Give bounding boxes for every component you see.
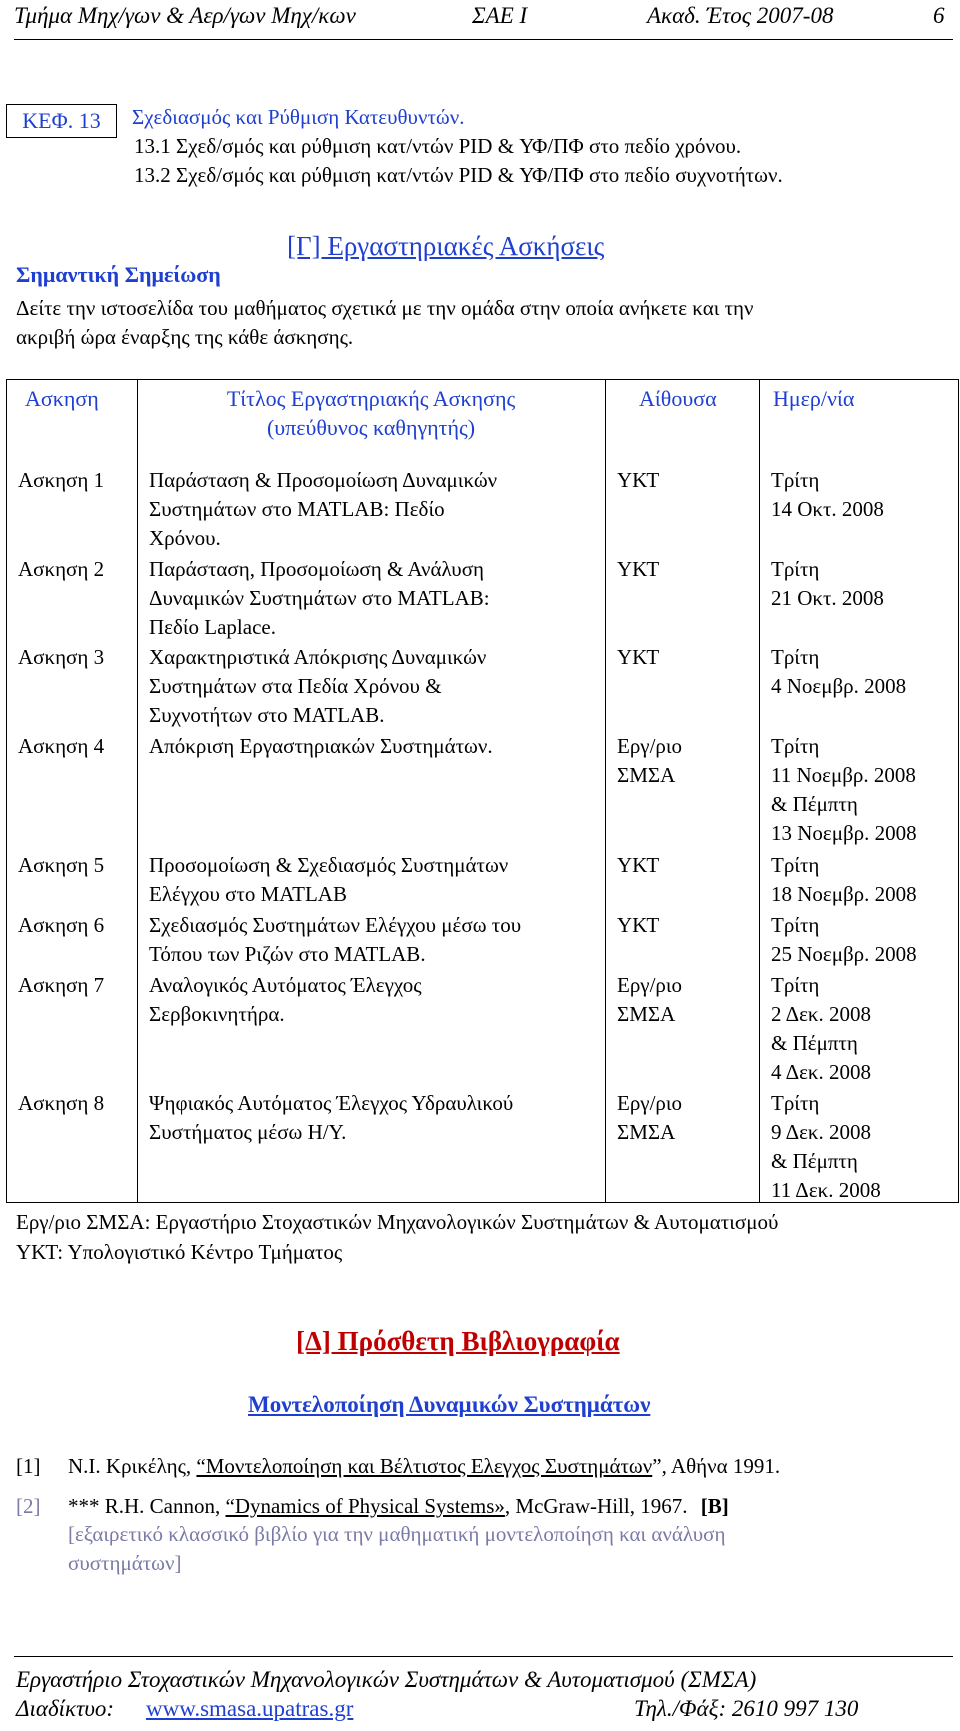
- cell-title: Συστημάτων στα Πεδία Χρόνου &: [149, 674, 442, 698]
- header-rule: [14, 39, 953, 40]
- cell-exercise: Ασκηση 6: [18, 913, 105, 937]
- cell-title: Χαρακτηριστικά Απόκρισης Δυναμικών: [149, 645, 487, 669]
- reference-2-author: *** R.H. Cannon,: [68, 1494, 226, 1518]
- cell-date: Τρίτη: [771, 468, 820, 492]
- cell-title: Συστημάτων στο MATLAB: Πεδίο: [149, 497, 445, 521]
- cell-date: Τρίτη: [771, 645, 820, 669]
- cell-title: Σχεδιασμός Συστημάτων Ελέγχου μέσω του: [149, 913, 522, 937]
- cell-date: Τρίτη: [771, 557, 820, 581]
- cell-room: ΣΜΣΑ: [617, 1002, 676, 1026]
- cell-date: Τρίτη: [771, 973, 820, 997]
- note-ykt: ΥΚΤ: Υπολογιστικό Κέντρο Τμήματος: [16, 1240, 343, 1264]
- cell-date: & Πέμπτη: [771, 792, 858, 816]
- footer-rule: [14, 1656, 953, 1657]
- header-department: Τμήμα Μηχ/γων & Αερ/γων Μηχ/κων: [14, 3, 356, 28]
- cell-room: Εργ/ριο: [617, 973, 683, 997]
- cell-date: Τρίτη: [771, 913, 820, 937]
- cell-room: ΣΜΣΑ: [617, 763, 676, 787]
- bibliography-title: [Δ] Πρόσθετη Βιβλιογραφία: [296, 1326, 620, 1356]
- footer-phone: Τηλ./Φάξ: 2610 997 130: [634, 1696, 859, 1721]
- cell-date: 11 Δεκ. 2008: [771, 1178, 881, 1202]
- footer-lab-name: Εργαστήριο Στοχαστικών Μηχανολογικών Συστημάτων & Αυτοματισμού (ΣΜΣΑ): [16, 1667, 757, 1692]
- note-text-line-2: ακριβή ώρα έναρξης της κάθε άσκησης.: [16, 325, 354, 349]
- footer-web-label: Διαδίκτυο:: [16, 1696, 115, 1721]
- cell-room: ΥΚΤ: [617, 913, 660, 937]
- header-room: Αίθουσα: [639, 386, 717, 411]
- cell-title: Τόπου των Ριζών στο MATLAB.: [149, 942, 426, 966]
- important-note-heading: Σημαντική Σημείωση: [16, 262, 221, 287]
- chapter-subsection-2: 13.2 Σχεδ/σμός και ρύθμιση κατ/ντών PID & ΥΦ/ΠΦ στο πεδίο συχνοτήτων.: [134, 163, 783, 187]
- reference-1-rest: ”, Αθήνα 1991.: [652, 1454, 781, 1478]
- cell-title: Συχνοτήτων στο MATLAB.: [149, 703, 385, 727]
- reference-2-comment-2: συστημάτων]: [68, 1551, 182, 1575]
- cell-title: Πεδίο Laplace.: [149, 615, 276, 639]
- cell-title: Δυναμικών Συστημάτων στο MATLAB:: [149, 586, 490, 610]
- cell-title: Ελέγχου στο MATLAB: [149, 882, 347, 906]
- reference-2-title[interactable]: “Dynamics of Physical Systems»: [225, 1494, 505, 1518]
- cell-date: 18 Νοεμβρ. 2008: [771, 882, 917, 906]
- column-divider: [605, 380, 606, 1202]
- header-page-number: 6: [933, 3, 945, 28]
- cell-exercise: Ασκηση 5: [18, 853, 105, 877]
- header-course: ΣΑΕ Ι: [472, 3, 528, 28]
- note-smsa: Εργ/ριο ΣΜΣΑ: Εργαστήριο Στοχαστικών Μηχανολογικών Συστημάτων & Αυτοματισμού: [16, 1210, 779, 1234]
- reference-2-tag: [B]: [700, 1494, 729, 1518]
- cell-title: Συστήματος μέσω Η/Υ.: [149, 1120, 347, 1144]
- cell-date: 21 Οκτ. 2008: [771, 586, 884, 610]
- cell-date: Τρίτη: [771, 853, 820, 877]
- cell-date: & Πέμπτη: [771, 1149, 858, 1173]
- header-exercise: Ασκηση: [25, 386, 99, 411]
- cell-date: 25 Νοεμβρ. 2008: [771, 942, 917, 966]
- header-date: Ημερ/νία: [773, 386, 855, 411]
- header-year: Ακαδ. Έτος 2007-08: [647, 3, 834, 28]
- cell-title: Χρόνου.: [149, 526, 221, 550]
- cell-room: Εργ/ριο: [617, 1091, 683, 1115]
- reference-1-author: Ν.Ι. Κρικέλης,: [68, 1454, 197, 1478]
- reference-2-rest: , McGraw-Hill, 1967.: [504, 1494, 688, 1518]
- cell-room: ΥΚΤ: [617, 557, 660, 581]
- header-title-sub: (υπεύθυνος καθηγητής): [266, 415, 476, 440]
- cell-date: & Πέμπτη: [771, 1031, 858, 1055]
- cell-room: ΣΜΣΑ: [617, 1120, 676, 1144]
- cell-title: Σερβοκινητήρα.: [149, 1002, 285, 1026]
- cell-exercise: Ασκηση 8: [18, 1091, 105, 1115]
- lab-schedule-table: [6, 379, 959, 1203]
- cell-title: Παράσταση & Προσομοίωση Δυναμικών: [149, 468, 498, 492]
- cell-date: 9 Δεκ. 2008: [771, 1120, 871, 1144]
- bibliography-subtitle: Μοντελοποίηση Δυναμικών Συστημάτων: [248, 1392, 651, 1417]
- cell-date: 4 Νοεμβρ. 2008: [771, 674, 907, 698]
- cell-date: 14 Οκτ. 2008: [771, 497, 884, 521]
- reference-2-number: [2]: [16, 1494, 41, 1518]
- cell-room: ΥΚΤ: [617, 853, 660, 877]
- cell-exercise: Ασκηση 4: [18, 734, 105, 758]
- cell-title: Ψηφιακός Αυτόματος Έλεγχος Υδραυλικού: [149, 1091, 514, 1115]
- cell-title: Αναλογικός Αυτόματος Έλεγχος: [149, 973, 422, 997]
- cell-date: 11 Νοεμβρ. 2008: [771, 763, 916, 787]
- cell-date: Τρίτη: [771, 1091, 820, 1115]
- chapter-label: ΚΕΦ. 13: [6, 104, 117, 138]
- reference-2: [68, 1492, 729, 1521]
- column-divider: [137, 380, 138, 1202]
- cell-date: Τρίτη: [771, 734, 820, 758]
- cell-date: 4 Δεκ. 2008: [771, 1060, 871, 1084]
- reference-1-number: [1]: [16, 1454, 41, 1478]
- cell-title: Απόκριση Εργαστηριακών Συστημάτων.: [149, 734, 493, 758]
- chapter-subsection-1: 13.1 Σχεδ/σμός και ρύθμιση κατ/ντών PID & ΥΦ/ΠΦ στο πεδίο χρόνου.: [134, 134, 742, 158]
- cell-exercise: Ασκηση 7: [18, 973, 105, 997]
- cell-title: Προσομοίωση & Σχεδιασμός Συστημάτων: [149, 853, 509, 877]
- chapter-title[interactable]: Σχεδιασμός και Ρύθμιση Κατευθυντών.: [132, 105, 465, 129]
- cell-room: ΥΚΤ: [617, 468, 660, 492]
- footer-web-link[interactable]: www.smasa.upatras.gr: [146, 1696, 354, 1721]
- cell-exercise: Ασκηση 1: [18, 468, 105, 492]
- reference-1-title[interactable]: “Μοντελοποίηση και Βέλτιστος Ελεγχος Συστημάτων: [196, 1454, 653, 1478]
- cell-room: Εργ/ριο: [617, 734, 683, 758]
- cell-room: ΥΚΤ: [617, 645, 660, 669]
- cell-title: Παράσταση, Προσομοίωση & Ανάλυση: [149, 557, 484, 581]
- cell-date: 13 Νοεμβρ. 2008: [771, 821, 917, 845]
- column-divider: [759, 380, 760, 1202]
- note-text-line-1: Δείτε την ιστοσελίδα του μαθήματος σχετικά με την ομάδα στην οποία ανήκετε και την: [16, 296, 754, 320]
- reference-1: [68, 1452, 780, 1481]
- cell-date: 2 Δεκ. 2008: [771, 1002, 871, 1026]
- cell-exercise: Ασκηση 3: [18, 645, 105, 669]
- reference-2-comment-1: [εξαιρετικό κλασσικό βιβλίο για την μαθηματική μοντελοποίηση και ανάλυση: [68, 1522, 726, 1546]
- header-title: Τίτλος Εργαστηριακής Ασκησης: [226, 386, 516, 411]
- labs-section-title: [Γ] Εργαστηριακές Ασκήσεις: [287, 231, 605, 261]
- cell-exercise: Ασκηση 2: [18, 557, 105, 581]
